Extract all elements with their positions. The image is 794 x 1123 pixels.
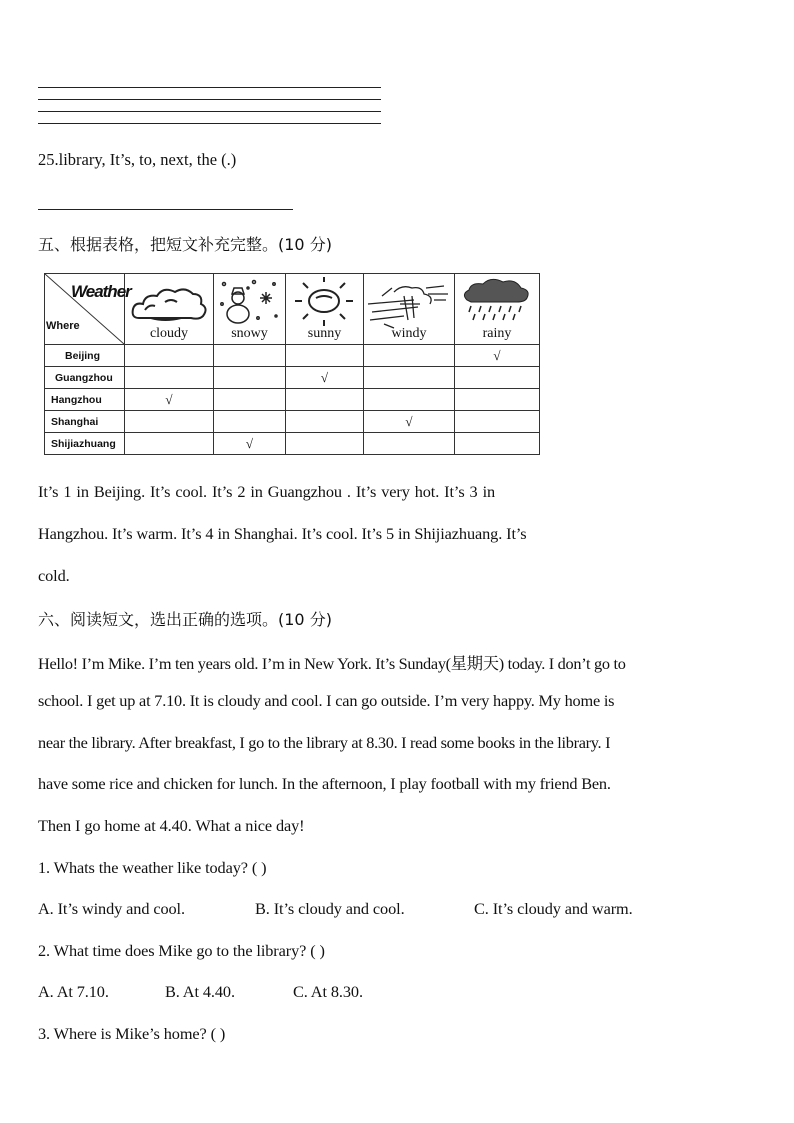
blank-number: 3 [469,482,478,501]
snowy-icon [214,274,285,330]
cell [125,411,214,433]
cell [455,389,540,411]
cell [125,367,214,389]
reading-line: near the library. After breakfast, I go to the library at 8.30. I read some books in the library. I [38,733,611,752]
cell: √ [286,367,364,389]
cell [286,433,364,455]
cell [214,389,286,411]
section-5-heading: 五、根据表格，把短文补充完整。(10 分) [38,235,332,254]
answer-line[interactable] [38,123,381,124]
label-sunny: sunny [307,326,342,341]
blank-3[interactable] [470,482,478,501]
passage-line-1 [38,482,495,502]
cell [364,389,455,411]
windy-icon [364,274,454,332]
reading-line: Then I go home at 4.40. What a nice day! [38,816,305,835]
cell [286,389,364,411]
reading-line: have some rice and chicken for lunch. In the afternoon, I play football with my friend Ben. [38,774,611,793]
text: Hangzhou. It’s warm. It’s [38,524,206,543]
blank-5[interactable] [386,524,394,543]
city-shijiazhuang: Shijiazhuang [45,433,125,455]
header-weather: Weather [71,282,131,301]
q1-option-c[interactable]: C. It’s cloudy and warm. [474,899,633,918]
cell [455,411,540,433]
cell: √ [125,389,214,411]
text: in Shanghai. It’s cool. It’s [213,524,386,543]
q2-option-c[interactable]: C. At 8.30. [293,982,363,1001]
table-row [45,345,540,367]
table-row [45,389,540,411]
sunny-icon [286,274,363,330]
rainy-icon [455,274,539,330]
blank-number: 5 [385,524,394,543]
column-snowy [214,274,286,345]
header-diagonal-cell [45,274,131,345]
blank-number: 2 [237,482,246,501]
cell [125,433,214,455]
answer-line[interactable] [38,99,381,100]
question-1: 1. Whats the weather like today? ( ) [38,858,267,877]
cell [364,367,455,389]
city-beijing: Beijing [45,345,125,367]
cell: √ [214,433,286,455]
cell [455,433,540,455]
city-shanghai: Shanghai [45,411,125,433]
header-where: Where [46,320,80,332]
cell [364,345,455,367]
label-snowy: snowy [231,326,268,341]
question-3: 3. Where is Mike’s home? ( ) [38,1024,226,1043]
label-windy: windy [391,326,427,341]
cell [364,433,455,455]
weather-table [44,273,540,455]
cell [286,411,364,433]
question-2: 2. What time does Mike go to the library? ( ) [38,941,325,960]
label-rainy: rainy [482,326,512,341]
cell [214,411,286,433]
city-guangzhou: Guangzhou [45,367,125,389]
text: in [477,482,496,501]
column-rainy [455,274,540,345]
cell [214,367,286,389]
answer-line-25[interactable] [38,209,293,210]
cell [214,345,286,367]
text: It’s [38,482,64,501]
cell [286,345,364,367]
text: in Shijiazhuang. It’s [393,524,527,543]
cloudy-icon [125,274,213,330]
column-windy [364,274,455,345]
answer-line[interactable] [38,87,381,88]
city-hangzhou: Hangzhou [45,389,125,411]
table-row [45,367,540,389]
cell [125,345,214,367]
column-sunny [286,274,364,345]
passage-line-2 [38,524,527,544]
section-6-heading: 六、阅读短文，选出正确的选项。(10 分) [38,610,332,629]
cell: √ [455,345,540,367]
column-cloudy [125,274,214,345]
q1-option-b[interactable]: B. It’s cloudy and cool. [255,899,405,918]
blank-number: 4 [205,524,214,543]
reading-line: Hello! I’m Mike. I’m ten years old. I’m in New York. It’s Sunday(星期天) today. I don’t go to [38,654,626,673]
q1-option-a[interactable]: A. It’s windy and cool. [38,899,185,918]
text: in Beijing. It’s cool. It’s [71,482,238,501]
cell: √ [364,411,455,433]
q2-option-a[interactable]: A. At 7.10. [38,982,109,1001]
passage-line-3: cold. [38,566,70,585]
cell [455,367,540,389]
table-row [45,433,540,455]
q2-option-b[interactable]: B. At 4.40. [165,982,235,1001]
question-25: 25.library, It’s, to, next, the (.) [38,150,237,169]
label-cloudy: cloudy [149,326,189,341]
blank-number: 1 [63,482,72,501]
answer-line[interactable] [38,111,381,112]
reading-line: school. I get up at 7.10. It is cloudy and cool. I can go outside. I’m very happy. My home is [38,691,615,710]
table-row [45,411,540,433]
text: in Guangzhou . It’s very hot. It’s [245,482,470,501]
